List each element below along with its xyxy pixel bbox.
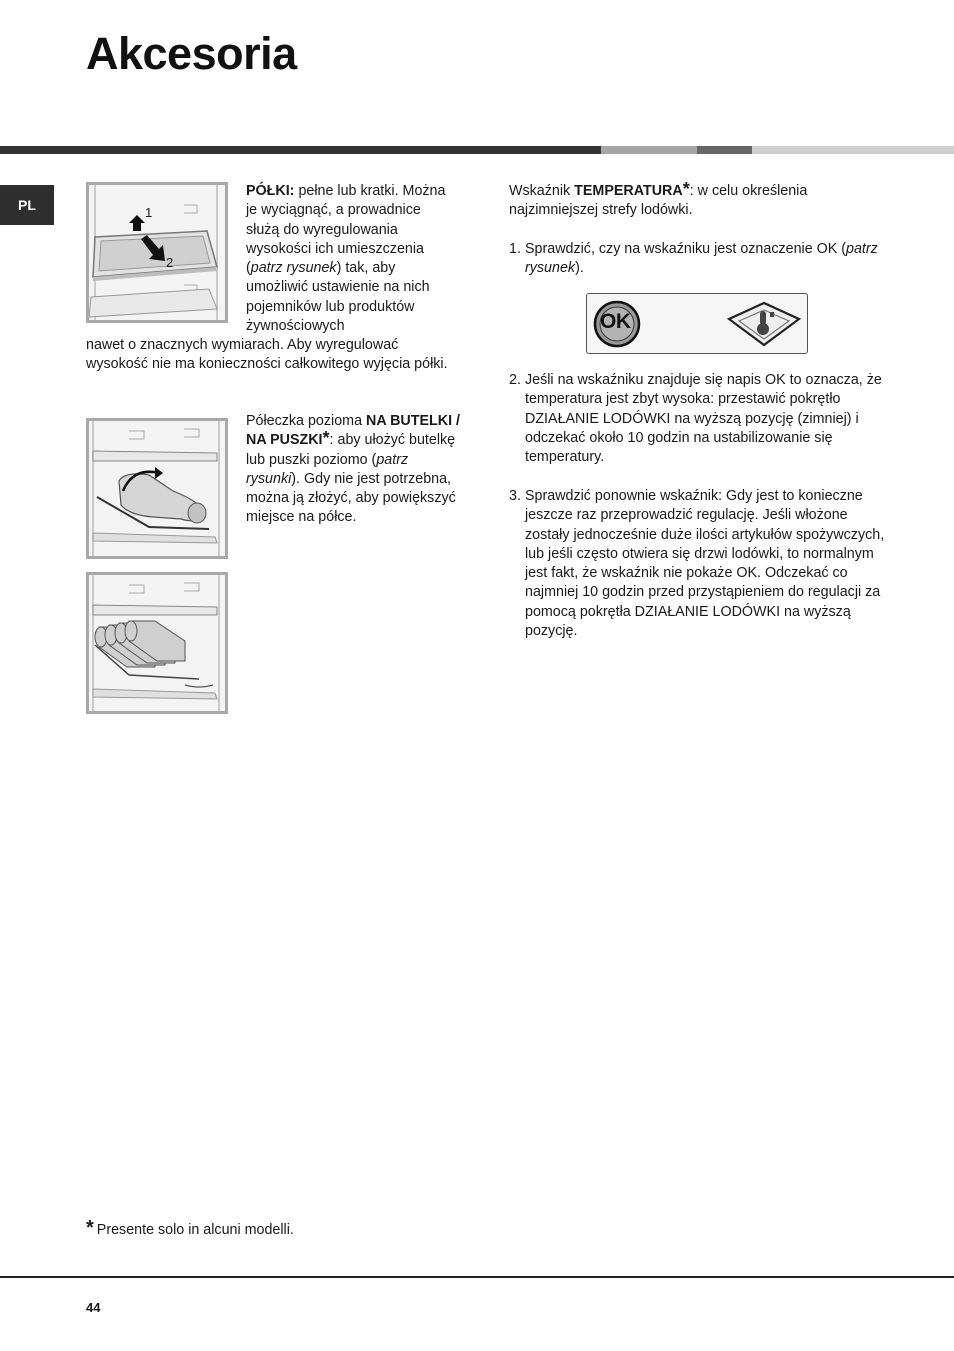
page-title: Akcesoria bbox=[86, 28, 297, 79]
shelves-ref: patrz rysunek bbox=[250, 260, 337, 277]
shelf-adjust-drawing bbox=[89, 185, 225, 320]
page-number: 44 bbox=[86, 1300, 101, 1315]
cans-shelf-illustration bbox=[86, 572, 228, 714]
step-1-ref: patrz rysunek bbox=[525, 241, 878, 277]
footnote bbox=[86, 1217, 294, 1239]
header-bar-mid bbox=[601, 146, 697, 154]
shelves-description-top bbox=[246, 182, 456, 336]
shelf-adjust-illustration bbox=[86, 182, 228, 323]
footnote-star: * bbox=[86, 1217, 94, 1239]
thermometer-indicator-icon bbox=[725, 299, 803, 349]
footnote-text: Presente solo in alcuni modelli. bbox=[96, 1222, 294, 1238]
temperature-star: * bbox=[682, 179, 690, 199]
temperature-text: : w celu określenia najzimniejszej strefy lodówki. bbox=[509, 183, 808, 219]
bottle-shelf-star: * bbox=[322, 428, 330, 449]
bottle-drawing bbox=[89, 421, 225, 556]
bottom-rule bbox=[0, 1276, 954, 1278]
step-1-text-1: Sprawdzić, czy na wskaźniku jest oznaczenie OK ( bbox=[525, 241, 847, 257]
step-number: 1. bbox=[509, 241, 521, 257]
shelves-text-3: nawet o znacznych wymiarach. Aby wyregulować wysokość nie ma konieczności całkowitego wyjęcia półki. bbox=[86, 337, 448, 373]
step-number: 3. bbox=[509, 488, 521, 504]
temperature-step-2 bbox=[509, 371, 889, 467]
arrow-label-2: 2 bbox=[166, 255, 174, 270]
language-tab: PL bbox=[0, 185, 54, 225]
step-number: 2. bbox=[509, 372, 521, 388]
bottle-shelf-heading: NA BUTELKI / NA PUSZKI bbox=[246, 413, 460, 449]
shelves-text-1: pełne lub kratki. Można je wyciągnąć, a prowadnice służą do wyregulowania wysokości ich umieszczenia ( bbox=[246, 183, 446, 277]
cans-drawing bbox=[89, 575, 225, 711]
temperature-step-1 bbox=[509, 240, 889, 279]
step-3-text: Sprawdzić ponownie wskaźnik: Gdy jest to konieczne jeszcze raz przeprowadzić regulację. Jeśli włożone zostały jednocześnie duże ilości artykułów spożywczych, lub jeśli często otwiera się drzwi lodówki, to normalnym jest fakt, że wskaźnik nie pokaże OK. Odczekać co najmniej 10 godzin przed przystąpieniem do regulacji za pomocą pokrętła DZIAŁANIE LODÓWKI na wyższą pozycję. bbox=[525, 488, 885, 640]
bottle-shelf-ref: patrz rysunki bbox=[246, 451, 409, 487]
shelves-description-bottom bbox=[86, 336, 456, 375]
bottle-shelf-text-2: ). Gdy nie jest potrzebna, można ją złożyć, aby powiększyć miejsce na półce. bbox=[246, 470, 456, 526]
ok-label: OK bbox=[600, 310, 631, 333]
temperature-indicator-graphic bbox=[586, 293, 808, 354]
step-1-text-2: ). bbox=[575, 260, 584, 277]
bottle-shelf-illustration bbox=[86, 418, 228, 559]
bottle-shelf-lead: Półeczka pozioma bbox=[246, 413, 366, 429]
bottle-shelf-description bbox=[246, 412, 466, 528]
temperature-step-3 bbox=[509, 487, 889, 641]
header-bar-dark2 bbox=[697, 146, 752, 154]
arrow-label-1: 1 bbox=[145, 205, 153, 220]
shelves-text-2: ) tak, aby umożliwić ustawienie na nich pojemników lub produktów żywnościowych bbox=[246, 260, 430, 335]
header-bar-light bbox=[752, 146, 954, 154]
step-2-text: Jeśli na wskaźniku znajduje się napis OK to oznacza, że temperatura jest zbyt wysoka: przestawić pokrętło DZIAŁANIE LODÓWKI na wyższą pozycję (zimniej) i odczekać około 10 godzin na ustabilizowanie się temperatury. bbox=[525, 372, 882, 466]
bottle-shelf-text-1: : aby ułożyć butelkę lub puszki poziomo ( bbox=[246, 432, 456, 468]
shelves-heading: PÓŁKI: bbox=[246, 183, 295, 199]
temperature-lead: Wskaźnik bbox=[509, 183, 575, 199]
temperature-heading: TEMPERATURA bbox=[574, 183, 683, 199]
header-bar-dark bbox=[0, 146, 601, 154]
temperature-intro bbox=[509, 179, 889, 221]
